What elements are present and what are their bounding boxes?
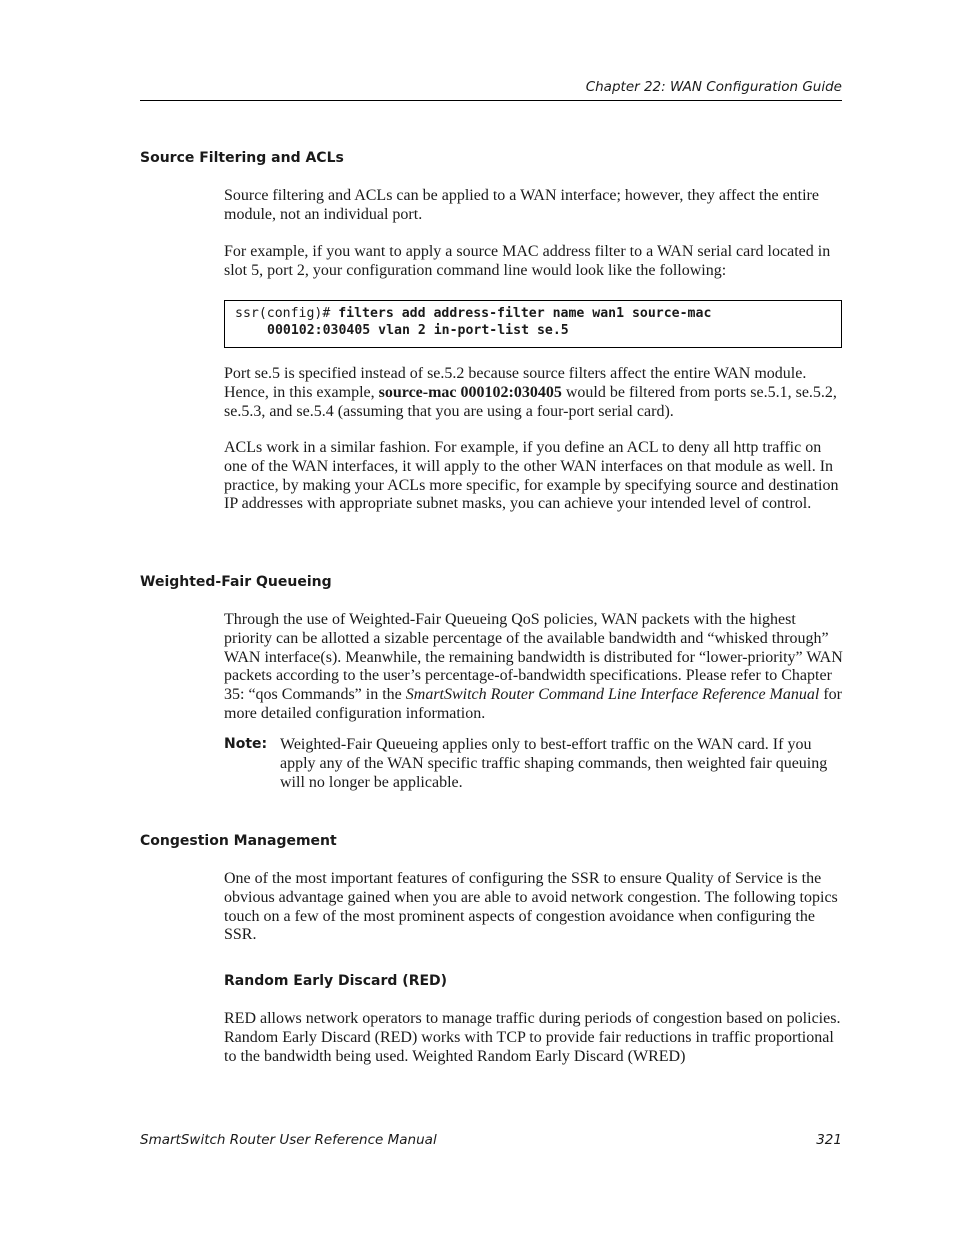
manual-title: SmartSwitch Router User Reference Manual — [140, 1132, 437, 1148]
source-mac-emphasis: source-mac 000102:030405 — [378, 383, 562, 401]
code-line-2 — [267, 323, 569, 338]
paragraph-source-filtering-example: For example, if you want to apply a source MAC address filter to a WAN serial card located in slot 5, port 2, your configuration command line would look like the following: — [224, 243, 831, 279]
note-text: Weighted-Fair Queueing applies only to best-effort traffic on the WAN card. If you apply any of the WAN specific traffic shaping commands, then weighted fair queuing will no longer be applicable. — [280, 736, 828, 791]
paragraph-red: RED allows network operators to manage traffic during periods of congestion based on policies. Random Early Discard (RED) works with TCP to provide fair reductions in traffic proportional to the bandwidth being used. Weighted Random Early Discard (WRED) — [224, 1010, 841, 1065]
code-prompt: ssr(config)# — [235, 306, 339, 321]
code-command-1: filters add address-filter name wan1 source-mac — [338, 306, 712, 321]
paragraph-acls: ACLs work in a similar fashion. For example, if you define an ACL to deny all http traffic on one of the WAN interfaces, it will apply to the other WAN interfaces on that module as well. In practice, by making your ACLs more specific, for example by specifying source and destination IP addresses with appropriate subnet masks, you can achieve your intended level of control. — [224, 439, 839, 513]
paragraph-port-explanation — [224, 365, 844, 421]
paragraph-source-filtering-intro: Source filtering and ACLs can be applied to a WAN interface; however, they affect the entire module, not an individual port. — [224, 187, 819, 223]
note-label: Note: — [224, 736, 268, 752]
header-rule — [140, 100, 842, 101]
code-block — [224, 300, 842, 348]
chapter-title: Chapter 22: WAN Configuration Guide — [585, 79, 842, 95]
subsection-heading-red: Random Early Discard (RED) — [224, 973, 448, 989]
section-heading-source-filtering: Source Filtering and ACLs — [140, 150, 344, 166]
section-heading-wfq: Weighted-Fair Queueing — [140, 574, 332, 590]
wfq-text-1: Through the use of Weighted-Fair Queueing QoS policies, WAN packets with the highest priority can be allotted a sizable percentage of the available bandwidth and “whisked through” WAN interface(s). Meanwhile, the remaining bandwidth is distributed for “lower-priority” WAN packets according to the user’s percentage-of-bandwidth specifications. Please refer to Chapter 35: “qos Commands” in the — [224, 611, 843, 704]
paragraph-wfq — [224, 611, 844, 724]
code-command-2: 000102:030405 vlan 2 in-port-list se.5 — [267, 323, 569, 338]
section-heading-congestion: Congestion Management — [140, 833, 337, 849]
port-explanation-text-1: Port se.5 is specified instead of se.5.2 because source filters affect the entire WAN module. Hence, in this example, — [224, 365, 807, 401]
port-explanation-text-2: would be filtered from ports se.5.1, se.5.2, se.5.3, and se.5.4 (assuming that you are using a four-port serial card). — [224, 383, 837, 420]
reference-manual-title: SmartSwitch Router Command Line Interface Reference Manual — [405, 686, 820, 704]
paragraph-congestion: One of the most important features of configuring the SSR to ensure Quality of Service is the obvious advantage gained when you are able to avoid network congestion. The following topics touch on a few of the most prominent aspects of congestion avoidance when configuring the SSR. — [224, 870, 838, 944]
page-number: 321 — [816, 1132, 842, 1148]
code-line-1 — [235, 306, 711, 321]
wfq-text-2: for more detailed configuration information. — [224, 686, 842, 722]
